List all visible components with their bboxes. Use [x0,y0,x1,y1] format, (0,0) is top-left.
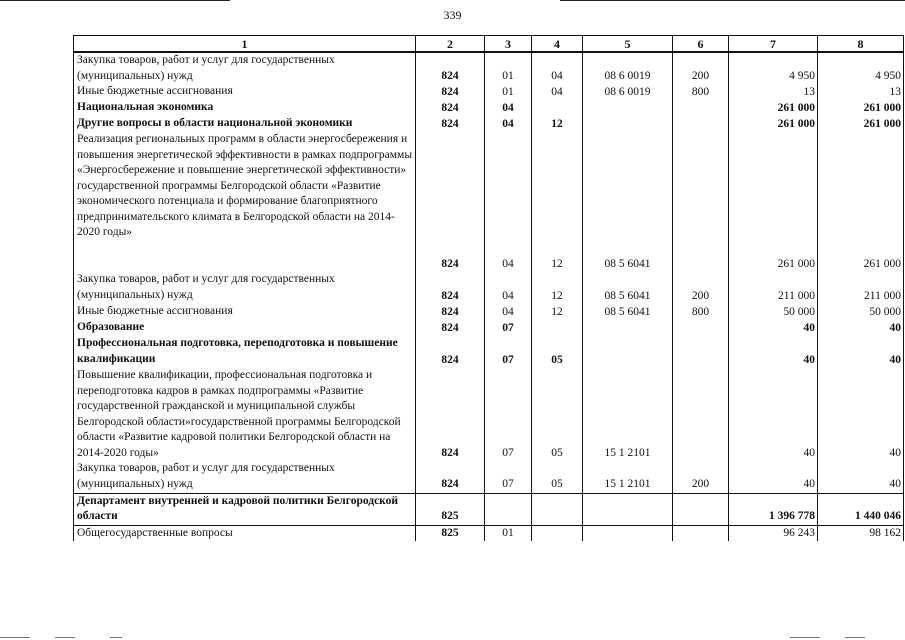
row-c3-cell: 04 [485,132,532,272]
row-c7-cell: 40 [729,368,818,461]
row-c4-cell: 12 [532,132,583,272]
row-c6-cell [673,100,729,116]
table-row [74,84,904,100]
row-c6-cell [673,336,729,368]
table-row [74,368,904,461]
bottom-mark [790,637,820,638]
row-c6-cell [673,493,729,525]
row-c4-cell: 12 [532,116,583,132]
row-c8-cell: 261 000 [818,132,904,272]
top-rule-right [560,0,905,1]
col-header-7: 7 [729,36,818,53]
row-c4-cell: 05 [532,461,583,493]
row-c3-cell: 07 [485,461,532,493]
row-name-cell: Профессиональная подготовка, переподготовка и повышение квалификации [74,336,416,368]
row-name-cell: Образование [74,320,416,336]
table-row [74,52,904,84]
col-header-2: 2 [416,36,485,53]
row-c7-cell: 50 000 [729,304,818,320]
row-c2-cell: 824 [416,461,485,493]
row-name-cell: Закупка товаров, работ и услуг для государственных (муниципальных) нужд [74,272,416,304]
bottom-mark [55,637,75,638]
row-c8-cell: 261 000 [818,116,904,132]
row-c8-cell: 40 [818,461,904,493]
row-c4-cell: 12 [532,272,583,304]
row-c7-cell: 96 243 [729,525,818,541]
row-c8-cell: 4 950 [818,52,904,84]
row-name-cell: Повышение квалификации, профессиональная подготовка и переподготовка кадров в рамках подпрограммы «Развитие государственной гражданской и муниципальной службы Белгородской области»государственной программы Белгородской области «Развитие кадровой политики Белгородской области на 2014-2020 годы» [74,368,416,461]
row-c5-cell: 08 6 0019 [583,84,673,100]
row-c8-cell: 50 000 [818,304,904,320]
col-header-4: 4 [532,36,583,53]
row-c6-cell [673,525,729,541]
row-c5-cell [583,336,673,368]
row-name-cell: Другие вопросы в области национальной экономики [74,116,416,132]
row-c8-cell: 40 [818,368,904,461]
row-c5-cell: 08 6 0019 [583,52,673,84]
top-rule-left [0,0,230,1]
row-c6-cell [673,368,729,461]
row-c7-cell: 211 000 [729,272,818,304]
row-c6-cell [673,320,729,336]
row-c6-cell: 800 [673,304,729,320]
row-c8-cell: 211 000 [818,272,904,304]
row-name-cell: Закупка товаров, работ и услуг для государственных (муниципальных) нужд [74,461,416,493]
row-c2-cell: 824 [416,272,485,304]
row-c6-cell: 800 [673,84,729,100]
row-c8-cell: 13 [818,84,904,100]
row-c5-cell: 15 1 2101 [583,368,673,461]
row-c5-cell [583,116,673,132]
row-c5-cell [583,320,673,336]
row-c7-cell: 4 950 [729,52,818,84]
row-c7-cell: 261 000 [729,100,818,116]
row-c7-cell: 261 000 [729,132,818,272]
row-c3-cell: 01 [485,84,532,100]
table-row [74,336,904,368]
table-row [74,525,904,541]
row-c3-cell: 04 [485,100,532,116]
row-c4-cell: 04 [532,84,583,100]
row-c4-cell [532,100,583,116]
col-header-6: 6 [673,36,729,53]
table-row [74,132,904,272]
row-c3-cell [485,493,532,525]
row-c2-cell: 824 [416,320,485,336]
row-c2-cell: 824 [416,100,485,116]
col-header-5: 5 [583,36,673,53]
row-c8-cell: 40 [818,336,904,368]
col-header-8: 8 [818,36,904,53]
bottom-mark [110,637,122,638]
row-c2-cell: 824 [416,84,485,100]
row-c2-cell: 825 [416,493,485,525]
row-c3-cell: 04 [485,116,532,132]
row-c5-cell: 08 5 6041 [583,304,673,320]
row-c4-cell [532,320,583,336]
budget-table [73,35,904,541]
row-c5-cell: 15 1 2101 [583,461,673,493]
row-c7-cell: 13 [729,84,818,100]
row-name-cell: Реализация региональных программ в области энергосбережения и повышения энергетической эффективности в рамках подпрограммы «Энергосбережение и повышение энергетической эффективности» государственной программы Белгородской области «Развитие экономического потенциала и формирование благоприятного предпринимательского климата в Белгородской области на 2014-2020 годы» [74,132,416,272]
row-c3-cell: 07 [485,320,532,336]
row-c2-cell: 824 [416,132,485,272]
row-c3-cell: 04 [485,272,532,304]
row-c3-cell: 01 [485,525,532,541]
row-c8-cell: 1 440 046 [818,493,904,525]
table-row [74,461,904,493]
row-c6-cell: 200 [673,272,729,304]
row-c5-cell [583,100,673,116]
row-c4-cell: 05 [532,368,583,461]
row-c7-cell: 261 000 [729,116,818,132]
row-c4-cell [532,493,583,525]
bottom-mark [845,637,865,638]
row-c2-cell: 824 [416,304,485,320]
row-c6-cell [673,116,729,132]
row-name-cell: Закупка товаров, работ и услуг для государственных (муниципальных) нужд [74,52,416,84]
row-c2-cell: 824 [416,368,485,461]
row-c7-cell: 1 396 778 [729,493,818,525]
row-name-cell: Общегосударственные вопросы [74,525,416,541]
row-c4-cell [532,525,583,541]
row-c2-cell: 824 [416,52,485,84]
page-number: 339 [443,8,462,22]
row-c5-cell: 08 5 6041 [583,272,673,304]
row-c5-cell: 08 5 6041 [583,132,673,272]
row-c8-cell: 261 000 [818,100,904,116]
row-c7-cell: 40 [729,336,818,368]
row-name-cell: Национальная экономика [74,100,416,116]
row-c5-cell [583,525,673,541]
row-c3-cell: 07 [485,336,532,368]
table-row [74,272,904,304]
row-c2-cell: 825 [416,525,485,541]
row-name-cell: Департамент внутренней и кадровой политики Белгородской области [74,493,416,525]
row-c2-cell: 824 [416,116,485,132]
row-c7-cell: 40 [729,461,818,493]
row-c2-cell: 824 [416,336,485,368]
row-c6-cell [673,132,729,272]
row-c6-cell: 200 [673,461,729,493]
table-row [74,320,904,336]
table-row [74,493,904,525]
row-c3-cell: 07 [485,368,532,461]
row-c4-cell: 12 [532,304,583,320]
col-header-3: 3 [485,36,532,53]
row-c8-cell: 40 [818,320,904,336]
row-c3-cell: 01 [485,52,532,84]
table-row [74,304,904,320]
col-header-1: 1 [74,36,416,53]
row-c6-cell: 200 [673,52,729,84]
row-c4-cell: 04 [532,52,583,84]
table-row [74,116,904,132]
bottom-mark [0,637,30,638]
row-c8-cell: 98 162 [818,525,904,541]
row-name-cell: Иные бюджетные ассигнования [74,84,416,100]
row-c3-cell: 04 [485,304,532,320]
row-name-cell: Иные бюджетные ассигнования [74,304,416,320]
row-c5-cell [583,493,673,525]
header-row [74,36,904,53]
row-c4-cell: 05 [532,336,583,368]
table-row [74,100,904,116]
row-c7-cell: 40 [729,320,818,336]
